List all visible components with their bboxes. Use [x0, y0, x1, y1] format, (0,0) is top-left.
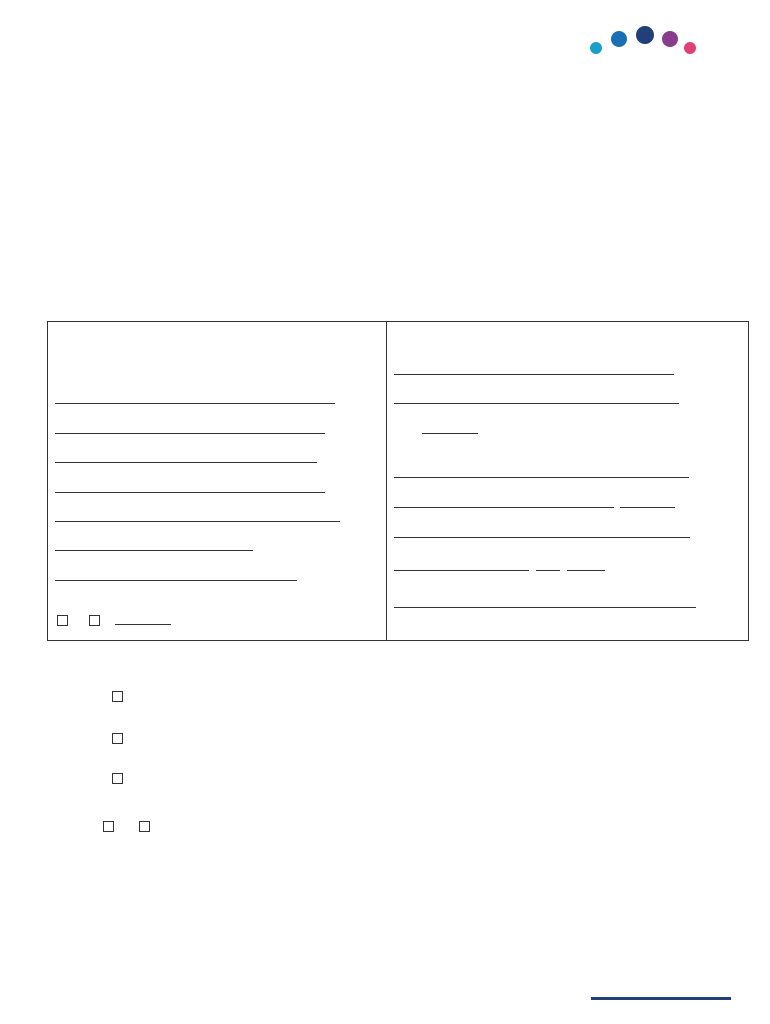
referrer-address-field[interactable] [55, 452, 317, 466]
client-address-line-2[interactable] [394, 497, 675, 511]
address-line-1 [394, 467, 689, 478]
phone-line [55, 482, 325, 493]
information-table [47, 321, 749, 641]
exp-line [567, 560, 605, 571]
option-checkbox[interactable] [112, 773, 123, 784]
client-first-name-field[interactable] [394, 364, 674, 378]
agency-line [55, 423, 325, 434]
medicare-line [394, 560, 529, 571]
mbs-option-291[interactable] [112, 690, 742, 707]
signature-field[interactable] [55, 570, 297, 584]
spectrum-logo-dots [588, 26, 698, 62]
mbs-option-293[interactable] [112, 772, 742, 789]
medicare-field[interactable] [394, 560, 605, 574]
seen-answer-row [55, 614, 171, 628]
postcode-line [620, 497, 675, 508]
referrer-phone-field[interactable] [55, 482, 325, 496]
client-phone-line [394, 527, 690, 538]
year-line[interactable] [115, 614, 171, 625]
client-address-line-1[interactable] [394, 467, 689, 481]
option-checkbox[interactable] [112, 691, 123, 702]
referrer-agency-field[interactable] [55, 423, 325, 437]
client-email-field[interactable] [394, 597, 696, 611]
name-line [55, 393, 335, 404]
referrer-date-field[interactable] [55, 364, 73, 375]
signature-line [55, 570, 297, 581]
address-line [55, 452, 317, 463]
sex-line [422, 423, 478, 434]
decorative-dot-pattern-top [0, 0, 400, 115]
seen-no-checkbox[interactable] [57, 615, 68, 626]
provider-line [55, 540, 253, 551]
seen-yes-checkbox[interactable] [89, 615, 100, 626]
eastern-health-underline [591, 997, 731, 1000]
provider-number-field[interactable] [55, 540, 253, 554]
client-dob-field[interactable] [394, 423, 478, 437]
supporting-yes-checkbox[interactable] [139, 821, 150, 832]
option-checkbox[interactable] [112, 733, 123, 744]
client-surname-field[interactable] [394, 393, 679, 407]
email-line [394, 597, 696, 608]
ref-line [536, 560, 560, 571]
supporting-no-checkbox[interactable] [103, 821, 114, 832]
first-name-line [394, 364, 674, 375]
fax-line [55, 511, 340, 522]
mbs-option-296[interactable] [112, 732, 742, 749]
supporting-documents-row [93, 820, 733, 837]
decorative-dot-pattern-bottom [0, 940, 380, 1024]
referrer-name-field[interactable] [55, 393, 335, 407]
surname-line [394, 393, 679, 404]
column-divider [386, 322, 387, 640]
referrer-fax-field[interactable] [55, 511, 340, 525]
client-phone-field[interactable] [394, 527, 690, 541]
address-line-2 [394, 497, 614, 508]
